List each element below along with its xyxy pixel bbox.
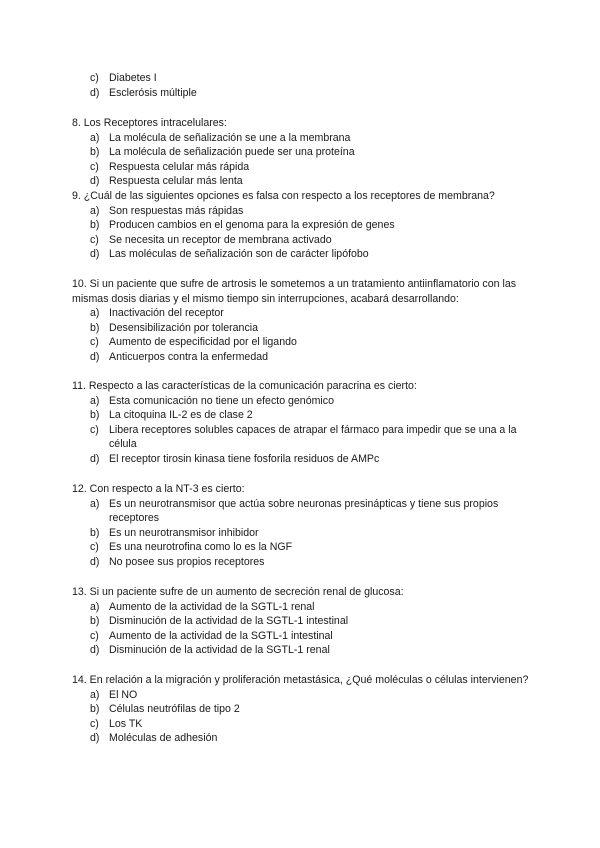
option-text: La molécula de señalización se une a la membrana — [109, 131, 351, 144]
option-a — [72, 204, 532, 219]
option-letter: d) — [90, 86, 100, 99]
option-a — [72, 600, 532, 615]
option-text: El receptor tirosin kinasa tiene fosforila residuos de AMPc — [109, 452, 380, 465]
option-letter: c) — [90, 336, 99, 349]
option-letter: a) — [90, 307, 100, 320]
option-letter: a) — [90, 204, 100, 217]
option-letter: d) — [90, 555, 100, 568]
question-stem: 8. Los Receptores intracelulares: — [72, 117, 227, 129]
question-7-continued — [72, 71, 532, 100]
question-9 — [72, 189, 532, 262]
option-text: Células neutrófilas de tipo 2 — [109, 703, 240, 716]
option-text: La citoquina IL-2 es de clase 2 — [109, 409, 253, 422]
option-text: Aumento de la actividad de la SGTL-1 intestinal — [109, 629, 333, 642]
options-list — [72, 394, 532, 467]
option-d — [72, 350, 532, 365]
option-b — [72, 408, 532, 423]
option-a — [72, 394, 532, 409]
option-text: La molécula de señalización puede ser una proteína — [109, 146, 355, 159]
option-letter: b) — [90, 409, 100, 422]
option-a — [72, 306, 532, 321]
option-d — [72, 174, 532, 189]
option-d — [72, 452, 532, 467]
question-stem: 10. Si un paciente que sufre de artrosis le sometemos a un tratamiento antiinflamatorio con las mismas dosis diarias y el mismo tiempo sin interrupciones, acabará desarrollando: — [72, 278, 517, 305]
option-text: Producen cambios en el genoma para la expresión de genes — [109, 219, 395, 232]
option-letter: c) — [90, 541, 99, 554]
option-text: Libera receptores solubles capaces de atrapar el fármaco para impedir que se una a la célula — [109, 423, 517, 451]
option-text: Respuesta celular más lenta — [109, 175, 243, 188]
option-letter: b) — [90, 146, 100, 159]
option-c — [72, 717, 532, 732]
option-text: Respuesta celular más rápida — [109, 160, 250, 173]
option-letter: d) — [90, 350, 100, 363]
option-letter: b) — [90, 321, 100, 334]
options-list — [72, 204, 532, 262]
option-d — [72, 247, 532, 262]
option-text: Es un neurotransmisor que actúa sobre neuronas presinápticas y tiene sus propios receptores — [109, 497, 499, 525]
option-b — [72, 145, 532, 160]
question-10 — [72, 277, 532, 365]
question-stem: 14. En relación a la migración y proliferación metastásica, ¿Qué moléculas o células intervienen? — [72, 674, 529, 686]
option-letter: c) — [90, 717, 99, 730]
option-a — [72, 497, 532, 526]
option-text: Anticuerpos contra la enfermedad — [109, 350, 268, 363]
option-d — [72, 555, 532, 570]
option-a — [72, 131, 532, 146]
option-a — [72, 688, 532, 703]
option-letter: d) — [90, 248, 100, 261]
option-d — [72, 643, 532, 658]
option-letter: c) — [90, 423, 99, 436]
option-text: Moléculas de adhesión — [109, 732, 218, 745]
option-letter: d) — [90, 452, 100, 465]
option-b — [72, 526, 532, 541]
option-d — [72, 86, 532, 101]
option-c — [72, 540, 532, 555]
option-letter: a) — [90, 688, 100, 701]
option-text: Aumento de la actividad de la SGTL-1 renal — [109, 600, 315, 613]
option-text: Disminución de la actividad de la SGTL-1 intestinal — [109, 615, 349, 628]
option-letter: c) — [90, 160, 99, 173]
option-text: Desensibilización por tolerancia — [109, 321, 258, 334]
option-b — [72, 702, 532, 717]
option-letter: a) — [90, 497, 100, 510]
option-letter: d) — [90, 175, 100, 188]
option-text: Es un neurotransmisor inhibidor — [109, 526, 259, 539]
option-text: Disminución de la actividad de la SGTL-1 renal — [109, 644, 330, 657]
option-c — [72, 335, 532, 350]
option-letter: c) — [90, 72, 99, 84]
option-text: Son respuestas más rápidas — [109, 204, 244, 217]
option-letter: d) — [90, 644, 100, 657]
option-letter: a) — [90, 394, 100, 407]
question-11 — [72, 379, 532, 467]
question-stem: 12. Con respecto a la NT-3 es cierto: — [72, 483, 245, 495]
option-letter: b) — [90, 703, 100, 716]
question-14 — [72, 673, 532, 746]
option-letter: b) — [90, 526, 100, 539]
options-list — [72, 131, 532, 189]
option-text: Esclerósis múltiple — [109, 86, 197, 99]
option-text: Los TK — [109, 717, 143, 730]
option-b — [72, 218, 532, 233]
option-text: Inactivación del receptor — [109, 307, 224, 320]
question-12 — [72, 482, 532, 570]
option-c — [72, 71, 532, 86]
option-letter: c) — [90, 629, 99, 642]
question-13 — [72, 585, 532, 658]
option-letter: b) — [90, 615, 100, 628]
question-stem: 11. Respecto a las características de la comunicación paracrina es cierto: — [72, 380, 417, 392]
question-stem: 13. Si un paciente sufre de un aumento de secreción renal de glucosa: — [72, 586, 404, 598]
option-letter: a) — [90, 131, 100, 144]
option-text: No posee sus propios receptores — [109, 555, 265, 568]
options-list — [72, 688, 532, 746]
option-letter: c) — [90, 233, 99, 246]
option-c — [72, 160, 532, 175]
option-text: El NO — [109, 688, 138, 701]
option-text: Esta comunicación no tiene un efecto genómico — [109, 394, 334, 407]
option-text: Aumento de especificidad por el ligando — [109, 336, 297, 349]
question-stem: 9. ¿Cuál de las siguientes opciones es falsa con respecto a los receptores de membrana? — [72, 190, 495, 202]
option-text: Diabetes I — [109, 72, 157, 84]
option-c — [72, 629, 532, 644]
option-letter: a) — [90, 600, 100, 613]
option-c — [72, 423, 532, 452]
question-8 — [72, 116, 532, 189]
option-text: Se necesita un receptor de membrana activado — [109, 233, 332, 246]
option-c — [72, 233, 532, 248]
option-b — [72, 321, 532, 336]
options-list — [72, 497, 532, 570]
option-letter: d) — [90, 732, 100, 745]
option-d — [72, 731, 532, 746]
option-text: Es una neurotrofina como lo es la NGF — [109, 541, 293, 554]
option-letter: b) — [90, 219, 100, 232]
options-list — [72, 306, 532, 364]
option-text: Las moléculas de señalización son de carácter lipófobo — [109, 248, 369, 261]
options-list — [72, 600, 532, 658]
options-list — [72, 71, 532, 100]
option-b — [72, 614, 532, 629]
